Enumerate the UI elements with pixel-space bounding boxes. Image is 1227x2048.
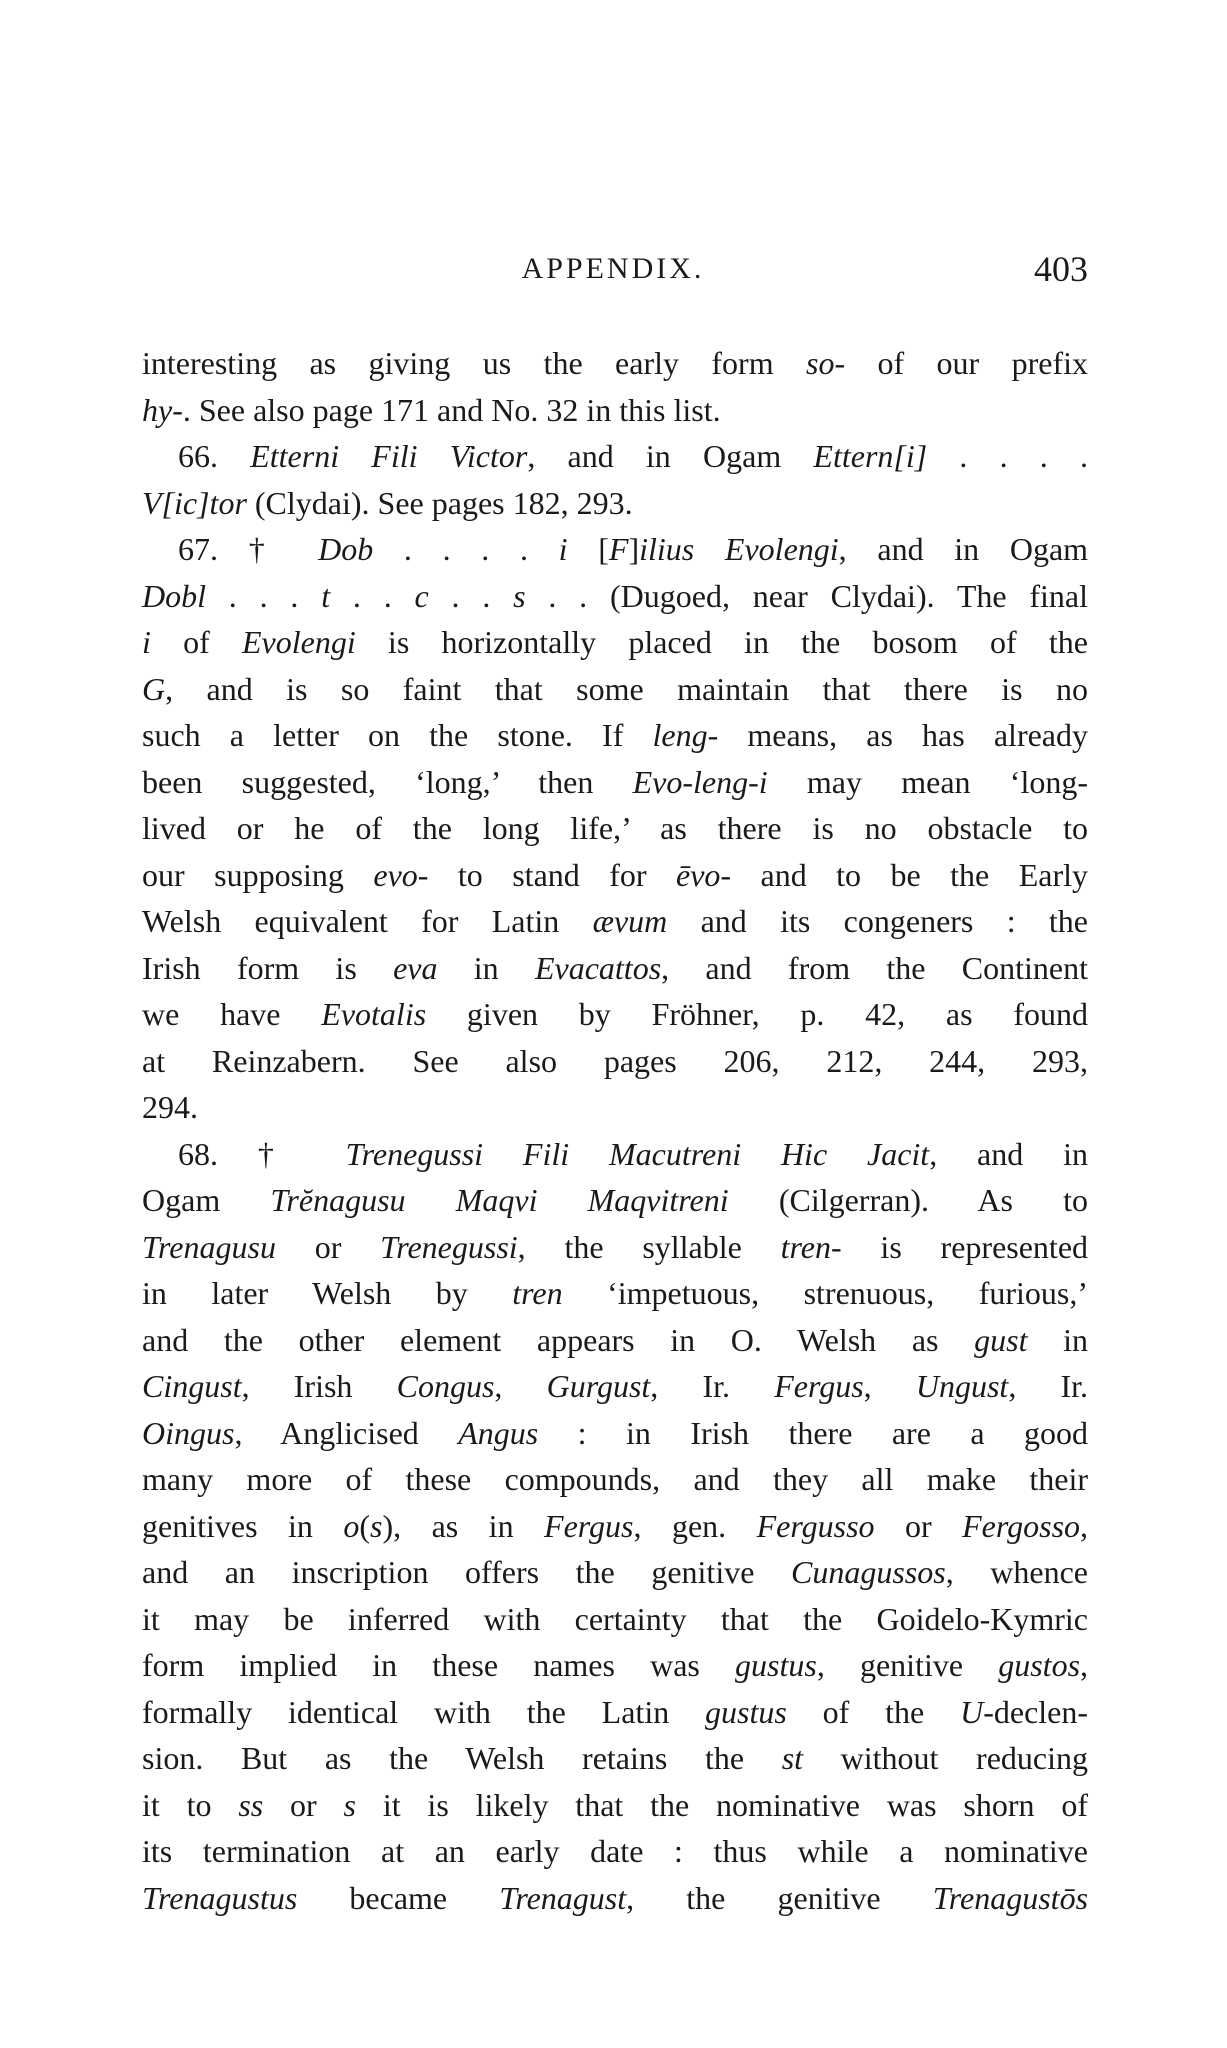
text-line: genitives in o(s), as in Fergus, gen. Fergusso or Fergosso, — [142, 1507, 1089, 1544]
body-text — [142, 340, 1088, 1921]
text-line: its termination at an early date : thus while a nominative — [142, 1833, 1088, 1869]
text-line: at Reinzabern. See also pages 206, 212, 244, 293, — [142, 1042, 1088, 1079]
text-line: been suggested, ‘long,’ then Evo-leng-i may mean ‘long- — [142, 763, 1089, 800]
text-line: many more of these compounds, and they all make their — [142, 1461, 1088, 1497]
text-line: Dobl . . . t . . c . . s . . (Dugoed, near Clydai). The final — [142, 577, 1089, 614]
running-title: APPENDIX. — [521, 252, 705, 285]
text-line: form implied in these names was gustus, genitive gustos, — [142, 1647, 1089, 1683]
text-line: and an inscription offers the genitive Cunagussos, whence — [142, 1554, 1089, 1590]
text-line: Oingus, Anglicised Angus : in Irish there are a good — [142, 1414, 1089, 1451]
text-line: interesting as giving us the early form so- of our prefix — [142, 345, 1089, 381]
text-line: we have Evotalis given by Fröhner, p. 42, as found — [142, 996, 1089, 1032]
text-line: and the other element appears in O. Welsh as gust in — [142, 1321, 1089, 1358]
text-line: i of Evolengi is horizontally placed in the bosom of the — [142, 624, 1089, 660]
text-line: Welsh equivalent for Latin ævum and its congeners : the — [142, 903, 1089, 939]
text-line: V[ic]tor (Clydai). See pages 182, 293. — [142, 484, 633, 521]
text-line: Trenagusu or Trenegussi, the syllable tren- is represented — [142, 1228, 1089, 1265]
running-head — [138, 248, 1088, 298]
entry-68-start: 68. † Trenegussi Fili Macutreni Hic Jacit, and in — [178, 1135, 1089, 1172]
text-line: lived or he of the long life,’ as there is no obstacle to — [142, 810, 1088, 846]
entry-67-start: 67. † Dob . . . . i [F]ilius Evolengi, and in Ogam — [178, 531, 1089, 567]
text-line: hy-. See also page 171 and No. 32 in this list. — [142, 391, 721, 428]
text-line: such a letter on the stone. If leng- means, as has already — [142, 717, 1089, 753]
text-line: our supposing evo- to stand for ēvo- and to be the Early — [142, 856, 1088, 893]
text-line: sion. But as the Welsh retains the st without reducing — [142, 1740, 1089, 1776]
text-line: in later Welsh by tren ‘impetuous, strenuous, furious,’ — [142, 1275, 1089, 1311]
text-line: Ogam Trĕnagusu Maqvi Maqvitreni (Cilgerran). As to — [142, 1182, 1089, 1218]
text-line: formally identical with the Latin gustus of the U-declen- — [142, 1693, 1089, 1730]
entry-66-start: 66. Etterni Fili Victor, and in Ogam Ettern[i] . . . . — [178, 438, 1089, 474]
page-number: 403 — [1034, 249, 1088, 289]
text-line: 294. — [142, 1089, 198, 1125]
text-line: Trenagustus became Trenagust, the genitive Trenagustōs — [142, 1879, 1089, 1916]
text-line: it to ss or s it is likely that the nominative was shorn of — [142, 1786, 1089, 1823]
text-line: G, and is so faint that some maintain that there is no — [142, 670, 1088, 707]
text-line: Cingust, Irish Congus, Gurgust, Ir. Fergus, Ungust, Ir. — [142, 1368, 1089, 1404]
text-line: it may be inferred with certainty that the Goidelo-Kymric — [142, 1600, 1088, 1637]
text-line: Irish form is eva in Evacattos, and from the Continent — [142, 949, 1089, 986]
